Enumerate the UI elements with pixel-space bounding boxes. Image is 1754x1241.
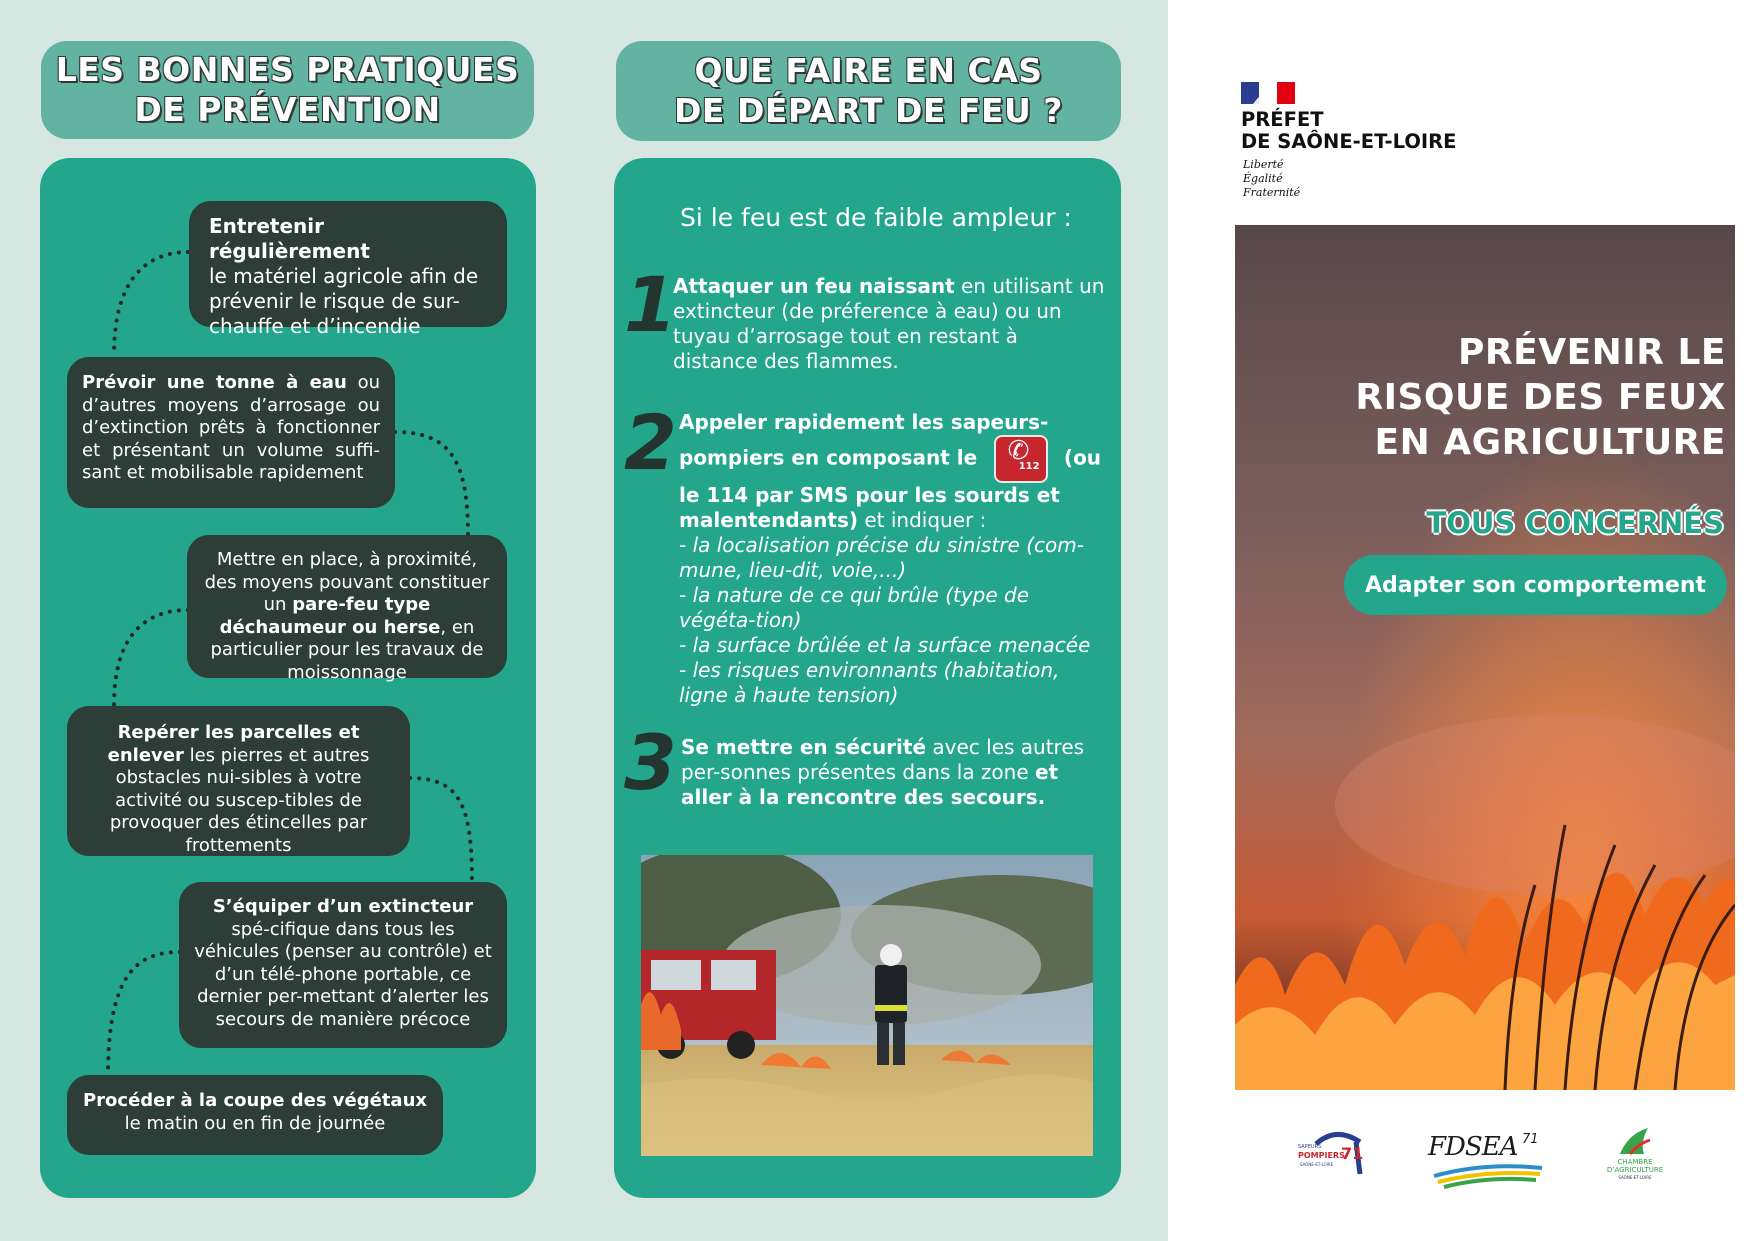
step-2-number: 2 bbox=[624, 398, 677, 487]
practice-card-2 bbox=[67, 357, 395, 508]
prefet-line2: DE SAÔNE-ET-LOIRE bbox=[1241, 130, 1457, 153]
practice-card-5 bbox=[179, 882, 507, 1048]
chambre-line3: SAÔNE-ET-LOIRE bbox=[1618, 1175, 1652, 1180]
chambre-line1: CHAMBRE bbox=[1617, 1158, 1653, 1166]
step-3-bold-end: et aller à la rencontre des secours. bbox=[681, 760, 1059, 809]
practice-card-6-bold: Procéder à la coupe des végétaux bbox=[82, 1090, 428, 1111]
cover-title-line2: RISQUE DES FEUX bbox=[1355, 377, 1726, 418]
practice-card-5-bold: S’équiper d’un extincteur bbox=[212, 896, 474, 917]
step-3-number: 3 bbox=[624, 718, 677, 807]
practice-card-1 bbox=[189, 201, 507, 338]
step-1-bold: Attaquer un feu naissant bbox=[673, 274, 955, 298]
step-2-body: et indiquer : bbox=[864, 508, 987, 532]
phone-112-icon: ✆ 112 bbox=[994, 435, 1048, 483]
fire-action-title bbox=[616, 41, 1121, 141]
cover-title-line3: EN AGRICULTURE bbox=[1374, 422, 1726, 463]
phone-112-number: 112 bbox=[1018, 461, 1040, 472]
fire-action-title-line2: DE DÉPART DE FEU ? bbox=[674, 91, 1063, 130]
step-2-item-1: - la localisation précise du sinistre (com-mune, lieu-dit, voie,...) bbox=[679, 533, 1084, 582]
step-2-bold-a: Appeler rapidement les sapeurs-pompiers en composant le bbox=[679, 410, 1049, 470]
cover-banner: Adapter son comportement bbox=[1344, 555, 1727, 615]
step-3-bold: Se mettre en sécurité bbox=[681, 735, 927, 759]
practice-card-2-bold: Prévoir une tonne à eau bbox=[82, 372, 347, 393]
practice-card-3 bbox=[187, 535, 507, 683]
fdsea-71-logo bbox=[1424, 1128, 1544, 1190]
practice-card-5-text: spé-cifique dans tous les véhicules (penser au contrôle) et d’un télé-phone portable, ce dernier per-mettant d’alerter les secours de manière précoce bbox=[194, 918, 492, 1030]
step-2-text bbox=[679, 410, 1111, 708]
fdsea-num: 71 bbox=[1522, 1132, 1539, 1147]
pompiers-main: POMPIERS bbox=[1298, 1151, 1345, 1160]
republic-motto bbox=[1243, 158, 1300, 200]
cover-title-line1: PRÉVENIR LE bbox=[1458, 332, 1726, 373]
practice-card-1-bold: Entretenir régulièrement bbox=[209, 214, 370, 263]
motto-liberte: Liberté bbox=[1243, 158, 1284, 171]
step-3-body: avec les autres per-sonnes présentes dans la zone bbox=[681, 735, 1085, 784]
motto-fraternite: Fraternité bbox=[1243, 186, 1301, 199]
chambre-text bbox=[1600, 1158, 1670, 1182]
step-3-text bbox=[681, 735, 1111, 810]
practice-card-4 bbox=[67, 706, 410, 856]
fdsea-text: FDSEA bbox=[1428, 1132, 1518, 1162]
pompiers-small: SAPEURS bbox=[1298, 1144, 1322, 1150]
chambre-line2: D’AGRICULTURE bbox=[1606, 1166, 1664, 1174]
french-flag-logo bbox=[1241, 82, 1295, 104]
step-1-text bbox=[673, 274, 1108, 374]
practice-card-1-text: le matériel agricole afin de prévenir le risque de sur-chauffe et d’incendie bbox=[209, 264, 479, 338]
cover-title bbox=[1355, 330, 1726, 465]
prefet-label bbox=[1241, 109, 1457, 153]
fire-intro-text: Si le feu est de faible ampleur : bbox=[680, 203, 1072, 232]
prevention-title-line2: DE PRÉVENTION bbox=[134, 90, 441, 129]
firefighter-photo bbox=[641, 855, 1093, 1156]
chambre-agriculture-logo bbox=[1600, 1124, 1670, 1184]
step-1-number: 1 bbox=[624, 260, 677, 349]
fire-action-title-line1: QUE FAIRE EN CAS bbox=[694, 51, 1043, 90]
practice-card-4-bold: Repérer les parcelles et enlever bbox=[107, 722, 360, 766]
step-1-body: en utilisant un extincteur (de préference à eau) ou un tuyau d’arrosage tout en restant à distance des flammes. bbox=[673, 274, 1105, 373]
practice-card-4-text: les pierres et autres obstacles nui-sibles à votre activité ou suscep-tibles de provoquer des étincelles par frottements bbox=[109, 744, 370, 856]
prefet-line1: PRÉFET bbox=[1241, 108, 1324, 131]
step-2-item-2: - la nature de ce qui brûle (type de végéta-tion) bbox=[679, 583, 1030, 632]
practice-card-3-pre: Mettre en place, à proximité, des moyens pouvant constituer un bbox=[204, 549, 490, 615]
pompiers-num: 71 bbox=[1341, 1144, 1364, 1163]
pompiers-71-logo bbox=[1296, 1130, 1370, 1176]
cover-subtitle: TOUS CONCERNÉS bbox=[1426, 506, 1724, 540]
prevention-title-line1: LES BONNES PRATIQUES bbox=[55, 50, 520, 89]
practice-card-6-text: le matin ou en fin de journée bbox=[124, 1112, 386, 1134]
pompiers-sub: SAÔNE-ET-LOIRE bbox=[1300, 1162, 1334, 1167]
step-2-item-3: - la surface brûlée et la surface menacée bbox=[679, 633, 1091, 657]
practice-card-3-bold: pare-feu type déchaumeur ou herse bbox=[219, 594, 441, 638]
practice-card-3-text: , en particulier pour les travaux de moissonnage bbox=[210, 616, 484, 683]
practice-card-6 bbox=[67, 1075, 443, 1155]
step-2-bold-b: (ou le 114 par SMS pour les sourds et malentendants) bbox=[679, 445, 1102, 532]
practice-card-2-text: ou d’autres moyens d’arrosage ou d’extinction prêts à fonctionner et présentant un volume suffi-sant et mobilisable rapidement bbox=[82, 372, 380, 483]
step-2-item-4: - les risques environnants (habitation, ligne à haute tension) bbox=[679, 658, 1060, 707]
motto-egalite: Égalité bbox=[1243, 172, 1283, 185]
